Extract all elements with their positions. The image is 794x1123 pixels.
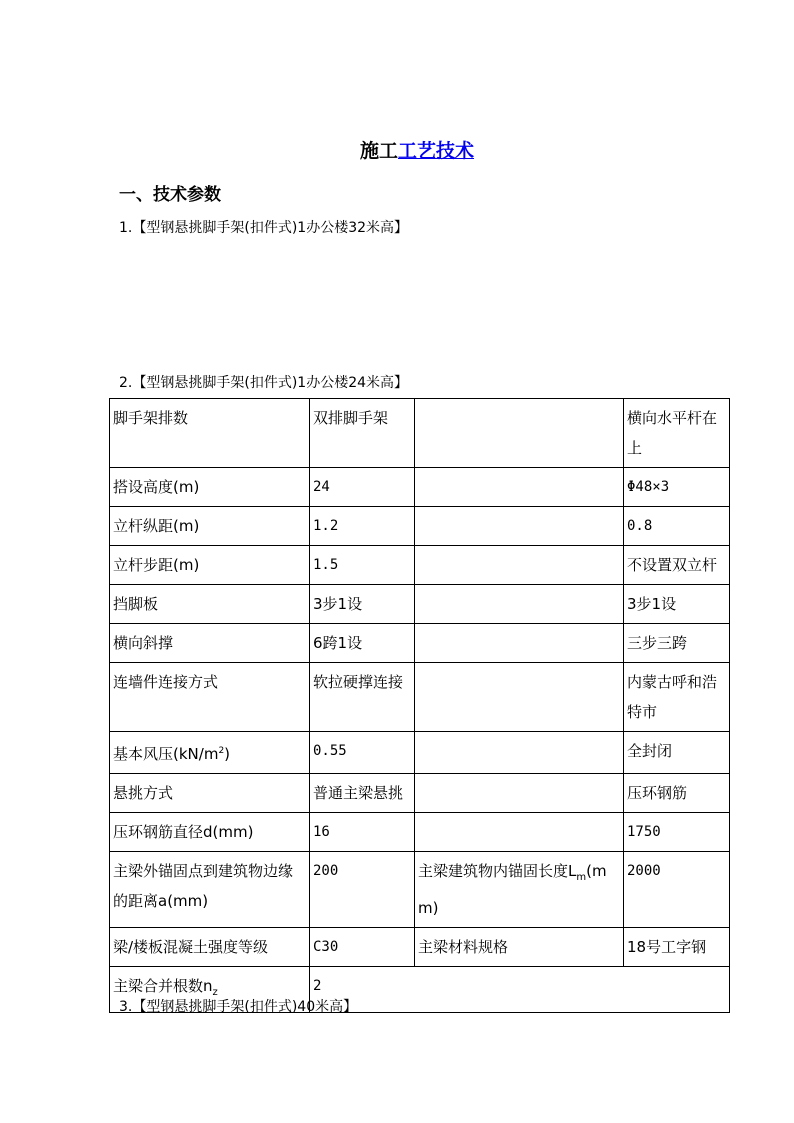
table-cell: 连墙件连接方式: [110, 663, 310, 732]
table-cell: [415, 468, 624, 507]
table-cell: 主梁外锚固点到建筑物边缘的距离a(mm): [110, 852, 310, 928]
cell-text: 基本风压(kN/m: [113, 745, 219, 763]
table-cell: [415, 507, 624, 546]
table-cell: 16: [310, 813, 415, 852]
table-cell: 立杆纵距(m): [110, 507, 310, 546]
table-cell: 0.8: [624, 507, 730, 546]
table-cell: 3步1设: [624, 585, 730, 624]
table-cell: 立杆步距(m): [110, 546, 310, 585]
table-row: [110, 507, 730, 546]
table-row: [110, 468, 730, 507]
table-cell: 梁/楼板混凝土强度等级: [110, 928, 310, 967]
table-cell: 0.55: [310, 732, 415, 774]
table-cell: 3步1设: [310, 585, 415, 624]
table-row: [110, 774, 730, 813]
table-row: [110, 928, 730, 967]
title-link[interactable]: 工艺技术: [398, 140, 475, 162]
superscript: 2: [218, 746, 225, 756]
table-cell: [415, 663, 624, 732]
item-heading-3: 3.【型钢悬挑脚手架(扣件式)40米高】: [119, 999, 358, 1015]
table-cell: 1750: [624, 813, 730, 852]
table-cell: 压环钢筋直径d(mm): [110, 813, 310, 852]
table-cell: C30: [310, 928, 415, 967]
table-cell: [415, 732, 624, 774]
table-cell: 横向斜撑: [110, 624, 310, 663]
table-cell: 18号工字钢: [624, 928, 730, 967]
subscript: z: [212, 987, 218, 998]
table-row: [110, 732, 730, 774]
table-cell: [415, 585, 624, 624]
table-cell: 1.2: [310, 507, 415, 546]
table-cell: 普通主梁悬挑: [310, 774, 415, 813]
table-row: [110, 624, 730, 663]
cell-text: 主梁合并根数n: [113, 977, 213, 995]
table-cell: [415, 399, 624, 468]
table-row: [110, 585, 730, 624]
table-cell: [415, 774, 624, 813]
table-cell: [415, 813, 624, 852]
cell-text: ): [224, 745, 231, 763]
table-cell: 200: [310, 852, 415, 928]
table-cell: 压环钢筋: [624, 774, 730, 813]
item-heading-1: 1.【型钢悬挑脚手架(扣件式)1办公楼32米高】: [119, 220, 409, 236]
table-cell: 2000: [624, 852, 730, 928]
table-cell: 悬挑方式: [110, 774, 310, 813]
table-row: [110, 852, 730, 928]
section-heading: 一、技术参数: [119, 185, 221, 205]
item-heading-2: 2.【型钢悬挑脚手架(扣件式)1办公楼24米高】: [119, 375, 409, 391]
table-cell: [415, 546, 624, 585]
table-cell: 脚手架排数: [110, 399, 310, 468]
table-cell: 主梁材料规格: [415, 928, 624, 967]
table-cell: [110, 732, 310, 774]
title-plain: 施工: [359, 140, 398, 162]
table-cell: 软拉硬撑连接: [310, 663, 415, 732]
table-cell: 双排脚手架: [310, 399, 415, 468]
table-cell: [415, 624, 624, 663]
table-cell: 三步三跨: [624, 624, 730, 663]
table-cell: 1.5: [310, 546, 415, 585]
table-row: [110, 546, 730, 585]
table-cell: 横向水平杆在上: [624, 399, 730, 468]
table-cell: 2: [310, 967, 730, 1013]
table-cell: 搭设高度(m): [110, 468, 310, 507]
table-cell: 挡脚板: [110, 585, 310, 624]
table-row: [110, 813, 730, 852]
table-cell: [415, 852, 624, 928]
table-cell: 6跨1设: [310, 624, 415, 663]
table-cell: 不设置双立杆: [624, 546, 730, 585]
subscript: m: [576, 872, 587, 883]
table-row: [110, 663, 730, 732]
table-cell: Φ48×3: [624, 468, 730, 507]
table-row: [110, 399, 730, 468]
parameters-table: [109, 398, 730, 1013]
page-title: [20, 136, 794, 163]
cell-text: (mm): [418, 862, 607, 917]
table-cell: 内蒙古呼和浩特市: [624, 663, 730, 732]
table-cell: 24: [310, 468, 415, 507]
table-cell: 全封闭: [624, 732, 730, 774]
cell-text: 主梁建筑物内锚固长度L: [418, 862, 577, 880]
